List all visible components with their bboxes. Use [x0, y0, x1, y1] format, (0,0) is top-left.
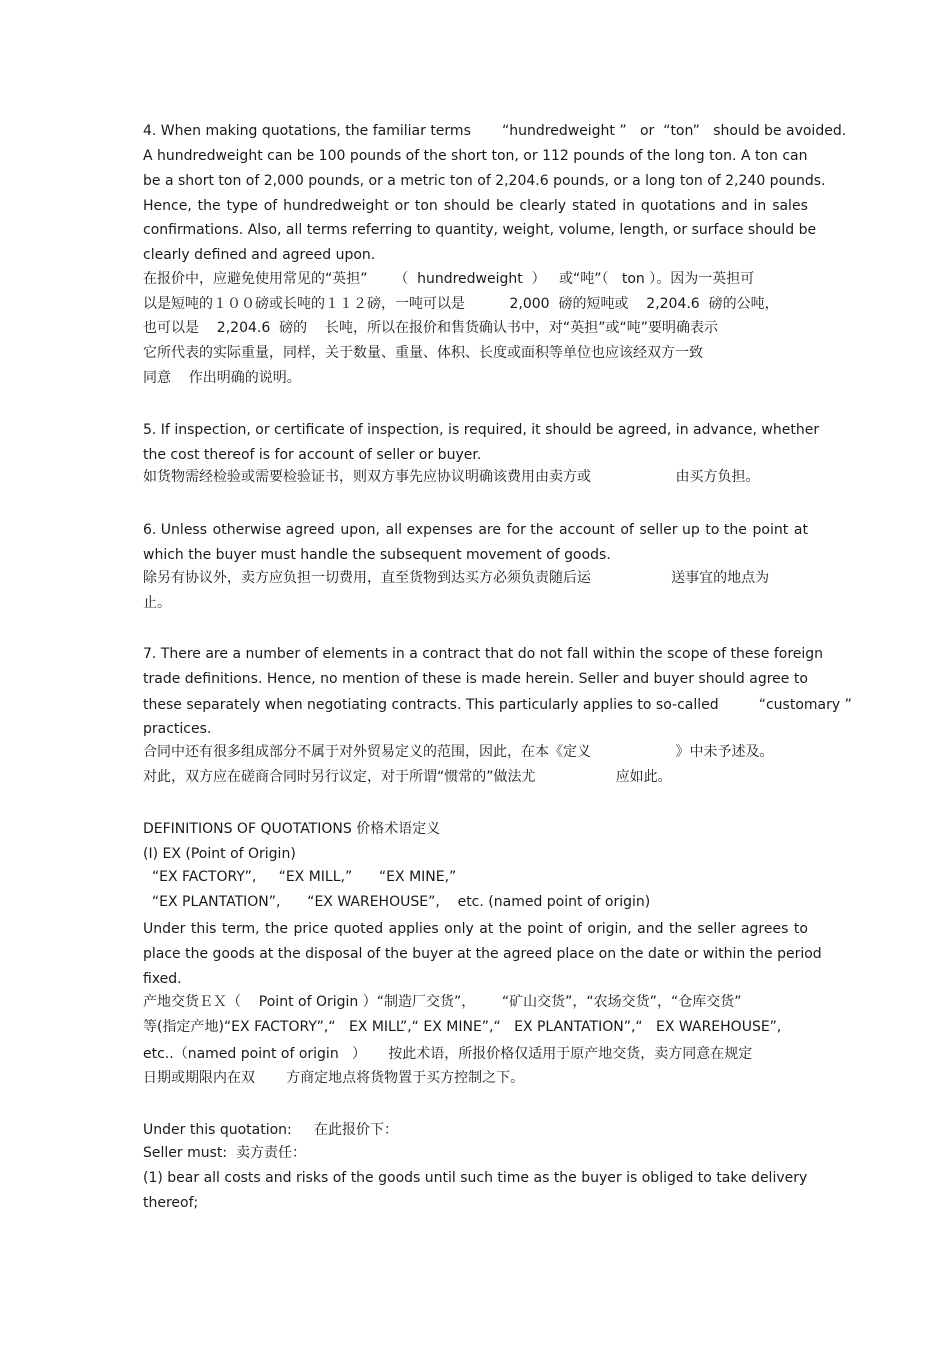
- s4-en-line-4: Hence, the type of hundredweight or ton should be clearly stated in quotations and in sales: [143, 198, 808, 214]
- s7-en-line-2: trade definitions. Hence, no mention of these is made herein. Seller and buyer should agree to: [143, 671, 808, 687]
- s4-en-line-5: confirmations. Also, all terms referring to quantity, weight, volume, length, or surface should be: [143, 222, 817, 238]
- ex-terms-line-1: “EX FACTORY”, “EX MILL,” “EX MINE,”: [143, 869, 457, 885]
- ex-en-line-1: Under this term, the price quoted applies only at the point of origin, and the seller agrees to: [143, 921, 808, 937]
- s5-en-line-2: the cost thereof is for account of seller or buyer.: [143, 447, 482, 463]
- obligation-1-line-1: (1) bear all costs and risks of the goods until such time as the buyer is obliged to take delivery: [143, 1170, 808, 1186]
- s7-zh-line-2: 对此，双方应在磋商合同时另行议定，对于所谓“惯常的”做法尤 应如此。: [143, 769, 672, 785]
- s6-en-line-2: which the buyer must handle the subsequent movement of goods.: [143, 547, 611, 563]
- s6-en-line-1: 6. Unless otherwise agreed upon, all expenses are for the account of seller up to the point at: [143, 522, 808, 538]
- s7-en-line-1: 7. There are a number of elements in a contract that do not fall within the scope of these foreign: [143, 646, 824, 662]
- obligation-1-line-2: thereof;: [143, 1195, 199, 1211]
- s4-en-line-2: A hundredweight can be 100 pounds of the short ton, or 112 pounds of the long ton. A ton can: [143, 148, 808, 164]
- s5-zh-line-1: 如货物需经检验或需要检验证书，则双方事先应协议明确该费用由卖方或 由买方负担。: [143, 469, 760, 485]
- s5-en-line-1: 5. If inspection, or certificate of inspection, is required, it should be agreed, in advance, whether: [143, 422, 820, 438]
- ex-title: (I) EX (Point of Origin): [143, 846, 296, 862]
- s4-zh-line-1: 在报价中，应避免使用常见的“英担” （ hundredweight ） 或“吨”（ ton ）。因为一英担可: [143, 271, 755, 287]
- s4-zh-line-2: 以是短吨的１００磅或长吨的１１２磅，一吨可以是 2,000 磅的短吨或 2,204.6 磅的公吨，: [143, 296, 779, 312]
- ex-en-line-3: fixed.: [143, 971, 182, 987]
- ex-zh-line-4: 日期或期限内在双 方商定地点将货物置于买方控制之下。: [143, 1070, 525, 1086]
- s4-en-line-6: clearly defined and agreed upon.: [143, 247, 376, 263]
- s4-en-line-1: 4. When making quotations, the familiar terms “hundredweight ” or “ton” should be avoided.: [143, 123, 847, 139]
- ex-zh-line-3: etc..（named point of origin ） 按此术语，所报价格仅适用于原产地交货，卖方同意在规定: [143, 1046, 753, 1062]
- s4-zh-line-3: 也可以是 2,204.6 磅的 长吨，所以在报价和售货确认书中，对“英担”或“吨”要明确表示: [143, 320, 718, 336]
- ex-zh-line-2: 等(指定产地)“EX FACTORY”,“ EX MILL”,“ EX MINE”,“ EX PLANTATION”,“ EX WAREHOUSE”,: [143, 1019, 782, 1035]
- definitions-heading: DEFINITIONS OF QUOTATIONS 价格术语定义: [143, 821, 441, 837]
- s4-zh-line-4: 它所代表的实际重量，同样，关于数量、重量、体积、长度或面积等单位也应该经双方一致: [143, 345, 703, 361]
- ex-zh-line-1: 产地交货ＥＸ（ Point of Origin ）“制造厂交货”， “矿山交货”，“农场交货”，“仓库交货”: [143, 994, 742, 1010]
- ex-en-line-2: place the goods at the disposal of the buyer at the agreed place on the date or within the period: [143, 946, 822, 962]
- s7-en-line-3: these separately when negotiating contracts. This particularly applies to so-called “customary ”: [143, 697, 852, 713]
- under-quotation-line: Under this quotation: 在此报价下：: [143, 1122, 399, 1138]
- s4-en-line-3: be a short ton of 2,000 pounds, or a metric ton of 2,204.6 pounds, or a long ton of 2,240 pounds.: [143, 173, 826, 189]
- s6-zh-line-1: 除另有协议外，卖方应负担一切费用，直至货物到达买方必须负责随后运 送事宜的地点为: [143, 570, 770, 586]
- s4-zh-line-5: 同意 作出明确的说明。: [143, 370, 301, 386]
- s7-en-line-4: practices.: [143, 721, 212, 737]
- ex-terms-line-2: “EX PLANTATION”, “EX WAREHOUSE”, etc. (named point of origin): [143, 894, 651, 910]
- s7-zh-line-1: 合同中还有很多组成部分不属于对外贸易定义的范围，因此，在本《定义 》中未予述及。: [143, 744, 774, 760]
- seller-must-line: Seller must: 卖方责任：: [143, 1145, 307, 1161]
- s6-zh-line-2: 止。: [143, 595, 171, 611]
